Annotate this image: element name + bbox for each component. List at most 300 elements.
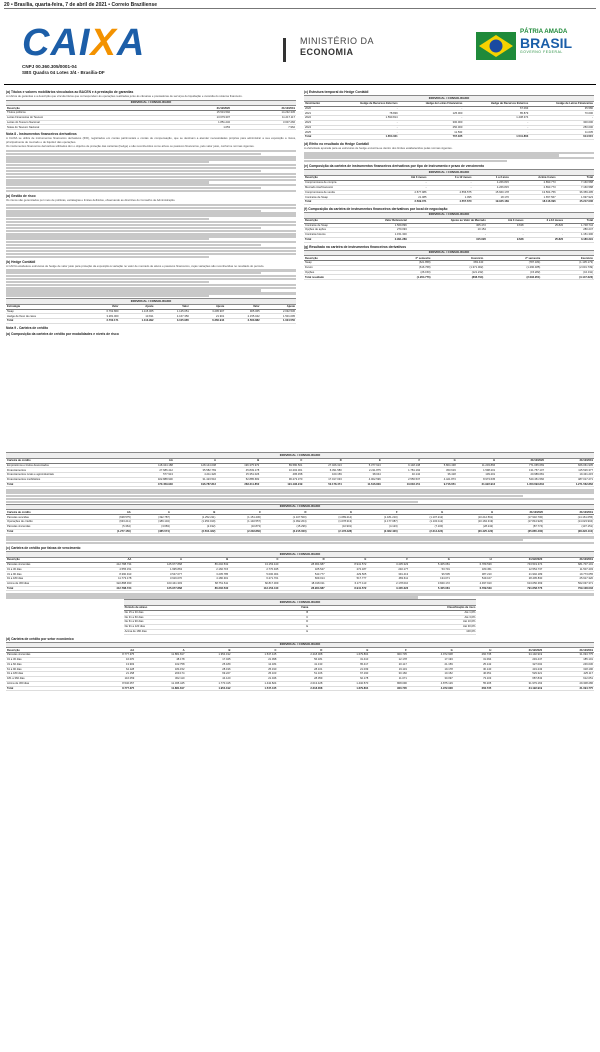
column-header: 31/12/2019 xyxy=(545,459,594,463)
table-cell: 4.972.908 xyxy=(408,653,454,658)
table-cell: 2.218.008 xyxy=(277,653,323,658)
column-header: G xyxy=(421,459,457,463)
table-cell: 18.018.011 xyxy=(279,581,325,586)
table-cell: 1.995.863 xyxy=(132,567,183,572)
table-cell: (189.104) xyxy=(132,520,171,525)
table-cell: 8.941.572 xyxy=(326,562,368,567)
table-cell: (5.364) xyxy=(86,524,132,529)
section-title: (a) Gestão de risco xyxy=(6,194,36,199)
table-cell: 78.839 xyxy=(333,111,399,116)
table-cell: - xyxy=(408,233,487,238)
column-header: B xyxy=(183,558,229,562)
table-row xyxy=(6,586,594,591)
table-cell: 19.773.055 xyxy=(543,572,594,577)
table-cell: 1.598.201 xyxy=(457,468,496,473)
table-cell: 36.418 xyxy=(421,473,457,478)
table-cell: (121.232) xyxy=(432,270,485,275)
table-cell: (616.768) xyxy=(375,265,432,270)
table-cell: (2.362.420) xyxy=(353,529,399,534)
gov-line2: BRASIL xyxy=(520,34,573,51)
header xyxy=(4,12,596,82)
right-column xyxy=(304,88,594,450)
column-header: F xyxy=(353,510,399,514)
column-header: 31/12/2019 xyxy=(543,648,594,652)
text-block xyxy=(6,593,594,598)
table-cell: (2.215.000) xyxy=(262,529,308,534)
table-cell: Contratos futuros xyxy=(304,233,357,238)
paragraph: Os instrumentos financeiros derivativos utilizados têm o objetivo de proteção das carteiras (hedge) e são reconhecidos como ativos ou passivos financeiros, pelo valor justo, conforme normas vigentes. xyxy=(6,144,255,149)
table-cell: 89.580.501 xyxy=(260,463,303,468)
column-header: Ajuste xyxy=(119,305,154,309)
table-cell: 7.160.588 xyxy=(557,185,594,190)
table-cell: 300.000 xyxy=(399,120,464,125)
table-cell: 6.360.944 xyxy=(190,319,225,324)
table-cell: 6.789.539 xyxy=(451,586,493,591)
table-cell: (1.092.204) xyxy=(262,520,308,525)
table-cell: Financiamentos xyxy=(6,468,131,473)
table-cell: 18.176 xyxy=(472,195,509,200)
table-cell: 184.152 xyxy=(135,667,185,672)
column-header: Hedge de Letras Financeiras xyxy=(399,102,464,106)
table-cell: Acima de 360 dias xyxy=(6,581,82,586)
table-cell: Total xyxy=(304,200,385,205)
table-cell: 91 a 180 dias xyxy=(6,577,82,582)
credit-portfolio-section xyxy=(6,452,594,693)
column-header: Hedge de Recursos Externos xyxy=(333,102,399,106)
section-title: (c) Carteira de crédito por faixas de vencimento xyxy=(6,546,81,551)
table-cell: (4.123) xyxy=(353,524,399,529)
table-cell: 14.232.345 xyxy=(231,111,296,116)
table-cell: 11.616.829 xyxy=(343,482,382,487)
column-header: 3 a 12 meses xyxy=(428,176,473,180)
table-cell: 412.788.734 xyxy=(82,562,133,567)
credit-maturity-table xyxy=(6,558,594,591)
table-cell: Parcelas vincendas xyxy=(6,562,82,567)
table-cell: 1.024.550 xyxy=(261,319,296,324)
table-cell: 19.178 xyxy=(408,667,454,672)
table-cell: 767.035 xyxy=(399,135,464,140)
table-cell: (2.178.428) xyxy=(308,529,354,534)
section-title: Nota 9 - Carteira de crédito xyxy=(6,325,49,330)
table-cell: 35.582.769 xyxy=(174,468,217,473)
column-header: H xyxy=(454,648,493,652)
column-header: Hedge de Recursos Externos xyxy=(463,102,529,106)
table-cell: 28.964.687 xyxy=(279,586,325,591)
table-cell: 18.116.096 xyxy=(510,200,557,205)
table-cell: 191.196.249 xyxy=(260,482,303,487)
table-cell: 249.447 xyxy=(492,658,543,663)
table-caption: INDIVIDUAL / CONSOLIDADO xyxy=(124,599,477,606)
table-cell: 46.051 xyxy=(454,672,493,677)
table-cell: 6.762.860 xyxy=(84,309,119,314)
table-cell: 4.555.151 xyxy=(82,567,133,572)
column-header: A xyxy=(132,510,171,514)
securities-table xyxy=(6,106,296,130)
table-cell: 17.017.033 xyxy=(303,477,342,482)
column-header: E xyxy=(323,648,369,652)
column-header: Período de atraso xyxy=(124,606,261,610)
table-cell: 1.501.095 xyxy=(261,314,296,319)
table-cell: 13.679.307 xyxy=(166,115,231,120)
column-header: AA xyxy=(86,510,132,514)
table-cell: 31.094.775 xyxy=(543,686,594,691)
table-cell: B xyxy=(260,610,309,615)
paragraph: A efetividade apurada para as estruturas de hedge encontra-se dentro dos limites estabelecidos pelas normas vigentes. xyxy=(304,146,453,151)
column-header: AA xyxy=(89,648,135,652)
table-cell: 260.735 xyxy=(454,686,493,691)
column-header: A xyxy=(135,648,185,652)
table-cell: 1.590.814 xyxy=(333,116,399,121)
column-header: 31/12/2020 xyxy=(496,459,545,463)
table-cell: 2022 xyxy=(304,116,333,121)
column-header: 31/12/2019 xyxy=(544,510,594,514)
table-cell: 48.178 xyxy=(135,658,185,663)
table-cell: (7.100) xyxy=(399,524,445,529)
table-cell: 2021 xyxy=(304,111,333,116)
table-cell: 5.405.081 xyxy=(409,562,451,567)
table-cell: 4.266.815 xyxy=(472,185,509,190)
ministry-block xyxy=(300,36,400,59)
column-header: 31/12/2020 xyxy=(166,106,231,110)
column-header: Descrição xyxy=(6,106,166,110)
column-header: Total xyxy=(564,219,594,223)
table-cell: 1.851.232 xyxy=(166,120,231,125)
column-header: C xyxy=(231,648,277,652)
table-cell: 21.922.912 xyxy=(457,482,496,487)
table-caption: INDIVIDUAL / CONSOLIDADO xyxy=(6,452,594,459)
table-cell: Futuro xyxy=(304,265,375,270)
table-cell: 27.026.313 xyxy=(303,463,342,468)
table-cell: (15.282) xyxy=(484,270,541,275)
table-cell: 272.187 xyxy=(326,567,368,572)
table-cell: 322.888.930 xyxy=(131,477,174,482)
table-cell: 1.438.374 xyxy=(463,116,529,121)
table-cell: (638.575) xyxy=(86,515,132,520)
table-cell: (15.296) xyxy=(262,524,308,529)
table-cell: E xyxy=(260,625,309,630)
table-cell: 1.432.570 xyxy=(323,681,369,686)
table-cell: 41.133 xyxy=(277,662,323,667)
table-cell: 19.431.215 xyxy=(545,473,594,478)
table-cell: 01 a 30 dias xyxy=(6,567,82,572)
table-cell: (1.151.430) xyxy=(216,515,262,520)
table-cell: 808.090 xyxy=(369,681,408,686)
text-block xyxy=(6,150,296,192)
table-cell: Acima de 180 dias xyxy=(124,629,261,634)
table-cell: 15.660.178 xyxy=(472,190,509,195)
table-cell: (2.001.739) xyxy=(541,265,594,270)
column-header: Valor xyxy=(84,305,119,309)
table-cell: (14.161.055) xyxy=(544,515,594,520)
ministry-line2: ECONOMIA xyxy=(300,47,354,58)
table-cell: 13.564.756 xyxy=(510,190,557,195)
table-cell: Até 3,0% xyxy=(309,615,476,620)
table-cell: 9.716.651 xyxy=(421,482,457,487)
column-header: Descrição xyxy=(6,558,82,562)
table-cell: 1.770.415 xyxy=(186,681,232,686)
table-cell: (10.873) xyxy=(216,524,262,529)
text-block xyxy=(6,204,296,258)
table-cell: 9.638 xyxy=(487,223,525,228)
table-cell: 305.472 xyxy=(408,223,487,228)
section-title: (g) Resultado na carteira de instrumentos financeiros derivativos xyxy=(304,244,407,249)
table-cell: 25.917.320 xyxy=(543,577,594,582)
credit-provision-table xyxy=(6,510,594,534)
table-cell: 2.211.875 xyxy=(343,468,382,473)
table-cell: 666.061.905 xyxy=(545,463,594,468)
table-cell: 10.154 xyxy=(408,228,487,233)
government-logo xyxy=(476,28,594,76)
table-cell: 4.421.873 xyxy=(421,477,457,482)
table-cell: 38.044 xyxy=(343,473,382,478)
table-cell: - xyxy=(529,116,594,121)
table-cell: Total xyxy=(304,237,357,242)
column-header: 1 a 3 anos xyxy=(472,176,509,180)
table-cell: 196.375.973 xyxy=(217,463,260,468)
table-cell: 3.205.785 xyxy=(183,572,229,577)
table-cell: 1.442.824 xyxy=(231,681,277,686)
table-cell: 1.954.192 xyxy=(186,653,232,658)
table-cell: 52.178.474 xyxy=(303,482,342,487)
table-cell: 487.017.271 xyxy=(545,477,594,482)
table-cell: (3.147.223) xyxy=(541,275,594,280)
table-cell: 11.035 xyxy=(529,130,594,135)
table-cell: - xyxy=(428,185,473,190)
table-cell: 3.435.323 xyxy=(367,586,409,591)
table-cell: 25.190 xyxy=(231,667,277,672)
column-header: B xyxy=(217,459,260,463)
header-rule xyxy=(4,84,596,85)
page-strip: 20 • Brasília, quarta-feira, 7 de abril de 2021 • Correio Braziliense xyxy=(4,2,596,9)
paper-brand: Correio Braziliense xyxy=(111,2,158,8)
table-cell: 11.881.817 xyxy=(135,686,185,691)
table-cell: 612.051 xyxy=(543,677,594,682)
table-caption: INDIVIDUAL / CONSOLIDADO xyxy=(304,95,594,102)
table-cell: 67.093 xyxy=(463,106,529,111)
table-cell: 69.227 xyxy=(186,672,232,677)
table-cell: 318.190 xyxy=(543,667,594,672)
table-cell: 4.556.575 xyxy=(428,190,473,195)
table-cell: 17.193 xyxy=(408,658,454,663)
table-cell: 12.178 xyxy=(369,658,408,663)
table-cell: 8.973.635 xyxy=(457,477,496,482)
table-cell: 21.046 xyxy=(231,677,277,682)
table-row xyxy=(6,319,296,324)
table-cell: 2025 xyxy=(304,130,333,135)
column-header: AA xyxy=(131,459,174,463)
table-cell: - xyxy=(333,120,399,125)
table-cell: (17.844.926) xyxy=(494,520,544,525)
table-cell: 29.308.286 xyxy=(543,681,594,686)
table-cell: 5.804.438 xyxy=(421,463,457,468)
table-cell: (621.858) xyxy=(375,261,432,266)
table-caption: INDIVIDUAL / CONSOLIDADO xyxy=(6,298,296,305)
table-cell: 322.888.930 xyxy=(82,581,133,586)
table-cell: 17.045 xyxy=(186,658,232,663)
table-cell: 35.580 xyxy=(529,106,594,111)
table-cell: Total xyxy=(6,482,131,487)
table-cell: Parcelas vencidas xyxy=(6,515,86,520)
table-cell: 11.217.117 xyxy=(231,115,296,120)
derivatives-result-table xyxy=(304,256,594,280)
column-header: Classificação de risco xyxy=(309,606,476,610)
table-cell: 327.002 xyxy=(492,662,543,667)
table-cell: Compromissos de compra xyxy=(304,181,385,186)
text-block xyxy=(6,489,594,503)
table-cell: 139.201 xyxy=(457,473,496,478)
table-cell: 687.843 xyxy=(492,677,543,682)
table-cell: 209.174 xyxy=(135,672,185,677)
table-cell: 13.811 xyxy=(119,314,154,319)
section-title: (a) Títulos e valores mobiliários vinculados ao BACEN e à prestação de garantias xyxy=(6,90,134,94)
table-cell: 412.788.734 xyxy=(82,586,133,591)
table-cell: 8.546.057 xyxy=(89,681,135,686)
column-header: Descrição xyxy=(304,256,375,260)
table-cell: 791.658.776 xyxy=(493,586,544,591)
table-cell: 483.611 xyxy=(367,577,409,582)
table-cell: 905.065 xyxy=(225,309,260,314)
table-cell: 13.603.151 xyxy=(382,482,421,487)
table-cell: 3.435.323 xyxy=(367,562,409,567)
table-cell: 11.881.817 xyxy=(135,653,185,658)
column-header: 2º semestre xyxy=(375,256,432,260)
table-cell: 73.103 xyxy=(454,677,493,682)
table-cell: 125.977.868 xyxy=(132,586,183,591)
table-cell: Mercado interfinanceiro xyxy=(304,185,385,190)
table-cell: (35.865.400) xyxy=(494,529,544,534)
table-cell: 2.556.537 xyxy=(382,477,421,482)
table-caption: INDIVIDUAL / CONSOLIDADO xyxy=(6,642,594,649)
table-cell: 2.991.289 xyxy=(357,237,408,242)
table-cell: 1.095 xyxy=(428,195,473,200)
credit-sector-table xyxy=(6,648,594,691)
table-cell: (87.774) xyxy=(494,524,544,529)
table-cell: 21.158 xyxy=(89,672,135,677)
table-cell: 391.413 xyxy=(367,572,409,577)
column-header: D xyxy=(279,558,325,562)
column-header: G xyxy=(409,558,451,562)
company-info xyxy=(22,64,105,76)
table-cell: (10.212.561) xyxy=(444,515,494,520)
table-cell: 280.247 xyxy=(564,228,594,233)
table-cell: 4.002.596 xyxy=(343,477,382,482)
column-header: 2º semestre xyxy=(484,256,541,260)
table-cell: 181 a 360 dias xyxy=(6,677,89,682)
table-cell: 31.094 xyxy=(454,658,493,663)
table-cell: Até 10,0% xyxy=(309,620,476,625)
table-cell: (26.150) xyxy=(375,270,432,275)
cnpj: CNPJ 00.360.305/0001-04 xyxy=(22,64,77,69)
table-cell: Total xyxy=(6,686,89,691)
table-cell: - xyxy=(333,106,399,111)
table-cell: De 91 a 120 dias xyxy=(124,625,261,630)
table-cell: 96.505 xyxy=(409,572,451,577)
table-cell: 7.160.588 xyxy=(557,181,594,186)
table-cell: 11.035.445 xyxy=(135,681,185,686)
table-cell: 11.507.403 xyxy=(543,567,594,572)
table-cell: 5.405.081 xyxy=(409,586,451,591)
table-cell: 2.563.882 xyxy=(225,319,260,324)
table-cell: Financiamentos rurais e agroindustriais xyxy=(6,473,131,478)
table-cell: 44.120 xyxy=(186,677,232,682)
table-cell: 2.599.071 xyxy=(385,200,428,205)
table-cell: 1.954.192 xyxy=(186,686,232,691)
table-cell: 1.151.300 xyxy=(564,233,594,238)
table-cell: 453.619 xyxy=(421,468,457,473)
table-cell: Total xyxy=(304,135,333,140)
table-row xyxy=(304,275,594,280)
table-cell: (1.277.150) xyxy=(86,529,132,534)
table-cell: 429.505 xyxy=(326,572,368,577)
table-cell: (1.181.210) xyxy=(353,515,399,520)
table-cell: 7.962 xyxy=(231,125,296,130)
column-header: H xyxy=(451,558,493,562)
table-cell: 113.153.440 xyxy=(229,586,279,591)
table-cell: 3.547.077 xyxy=(132,572,183,577)
table-cell: H xyxy=(260,629,309,634)
table-cell: 34.192.919 xyxy=(492,686,543,691)
table-cell: 25.103 xyxy=(231,672,277,677)
table-cell: 2.178.010 xyxy=(367,581,409,586)
table-cell: 517.777 xyxy=(326,577,368,582)
table-cell: Operações de crédito xyxy=(6,520,86,525)
overdue-classification-table xyxy=(124,606,477,635)
table-cell: 1.113.992 xyxy=(119,319,154,324)
table-cell: 19.945.169 xyxy=(472,200,509,205)
table-cell: (1.290.485) xyxy=(484,265,541,270)
table-cell: De 61 a 90 dias xyxy=(124,620,261,625)
page-number: 20 xyxy=(4,2,10,8)
table-cell: 900.735 xyxy=(369,686,408,691)
table-cell: 4.875.129 xyxy=(408,681,454,686)
table-cell: - xyxy=(385,185,428,190)
column-header: E xyxy=(326,558,368,562)
table-cell: (10.901) xyxy=(308,524,354,529)
table-cell: 86.202.532 xyxy=(183,586,229,591)
table-cell: De 31 a 60 dias xyxy=(124,615,261,620)
table-cell: - xyxy=(487,228,525,233)
table-cell: 495.458 xyxy=(260,473,303,478)
table-cell: 11.071 xyxy=(369,677,408,682)
section-title: (c) Estrutura temporal do Hedge Contábil xyxy=(304,90,369,94)
table-caption: INDIVIDUAL / CONSOLIDADO xyxy=(304,212,594,219)
table-cell: Total xyxy=(6,586,82,591)
table-cell: 771.065.669 xyxy=(496,463,545,468)
table-cell: 1.547.445 xyxy=(231,686,277,691)
table-row xyxy=(6,686,594,691)
table-cell: 28.196 xyxy=(186,667,232,672)
left-column xyxy=(6,88,296,450)
table-cell: (787.184) xyxy=(484,261,541,266)
section-title: Nota 8 - Instrumentos financeiros derivativos xyxy=(6,132,77,137)
table-cell: Até 30,0% xyxy=(309,625,476,630)
table-cell: 55.205 xyxy=(454,681,493,686)
table-cell: 10.152 xyxy=(408,672,454,677)
table-cell: 1.125.051 xyxy=(154,309,189,314)
table-cell: 10.202.301 xyxy=(260,468,303,473)
table-cell: 21.901 xyxy=(190,314,225,319)
column-header: A xyxy=(174,459,217,463)
table-cell: (1.252.211) xyxy=(171,515,217,520)
table-cell: Letras Financeiras do Tesouro xyxy=(6,115,166,120)
table-cell: 19.119 xyxy=(369,667,408,672)
table-cell: Hedge de fluxo de caixa xyxy=(6,314,84,319)
column-header: E xyxy=(343,459,382,463)
column-header: Até 3 meses xyxy=(385,176,428,180)
table-cell: Empréstimos e títulos descontados xyxy=(6,463,131,468)
table-cell: 51.106 xyxy=(277,672,323,677)
table-cell: 315.626 xyxy=(408,237,487,242)
